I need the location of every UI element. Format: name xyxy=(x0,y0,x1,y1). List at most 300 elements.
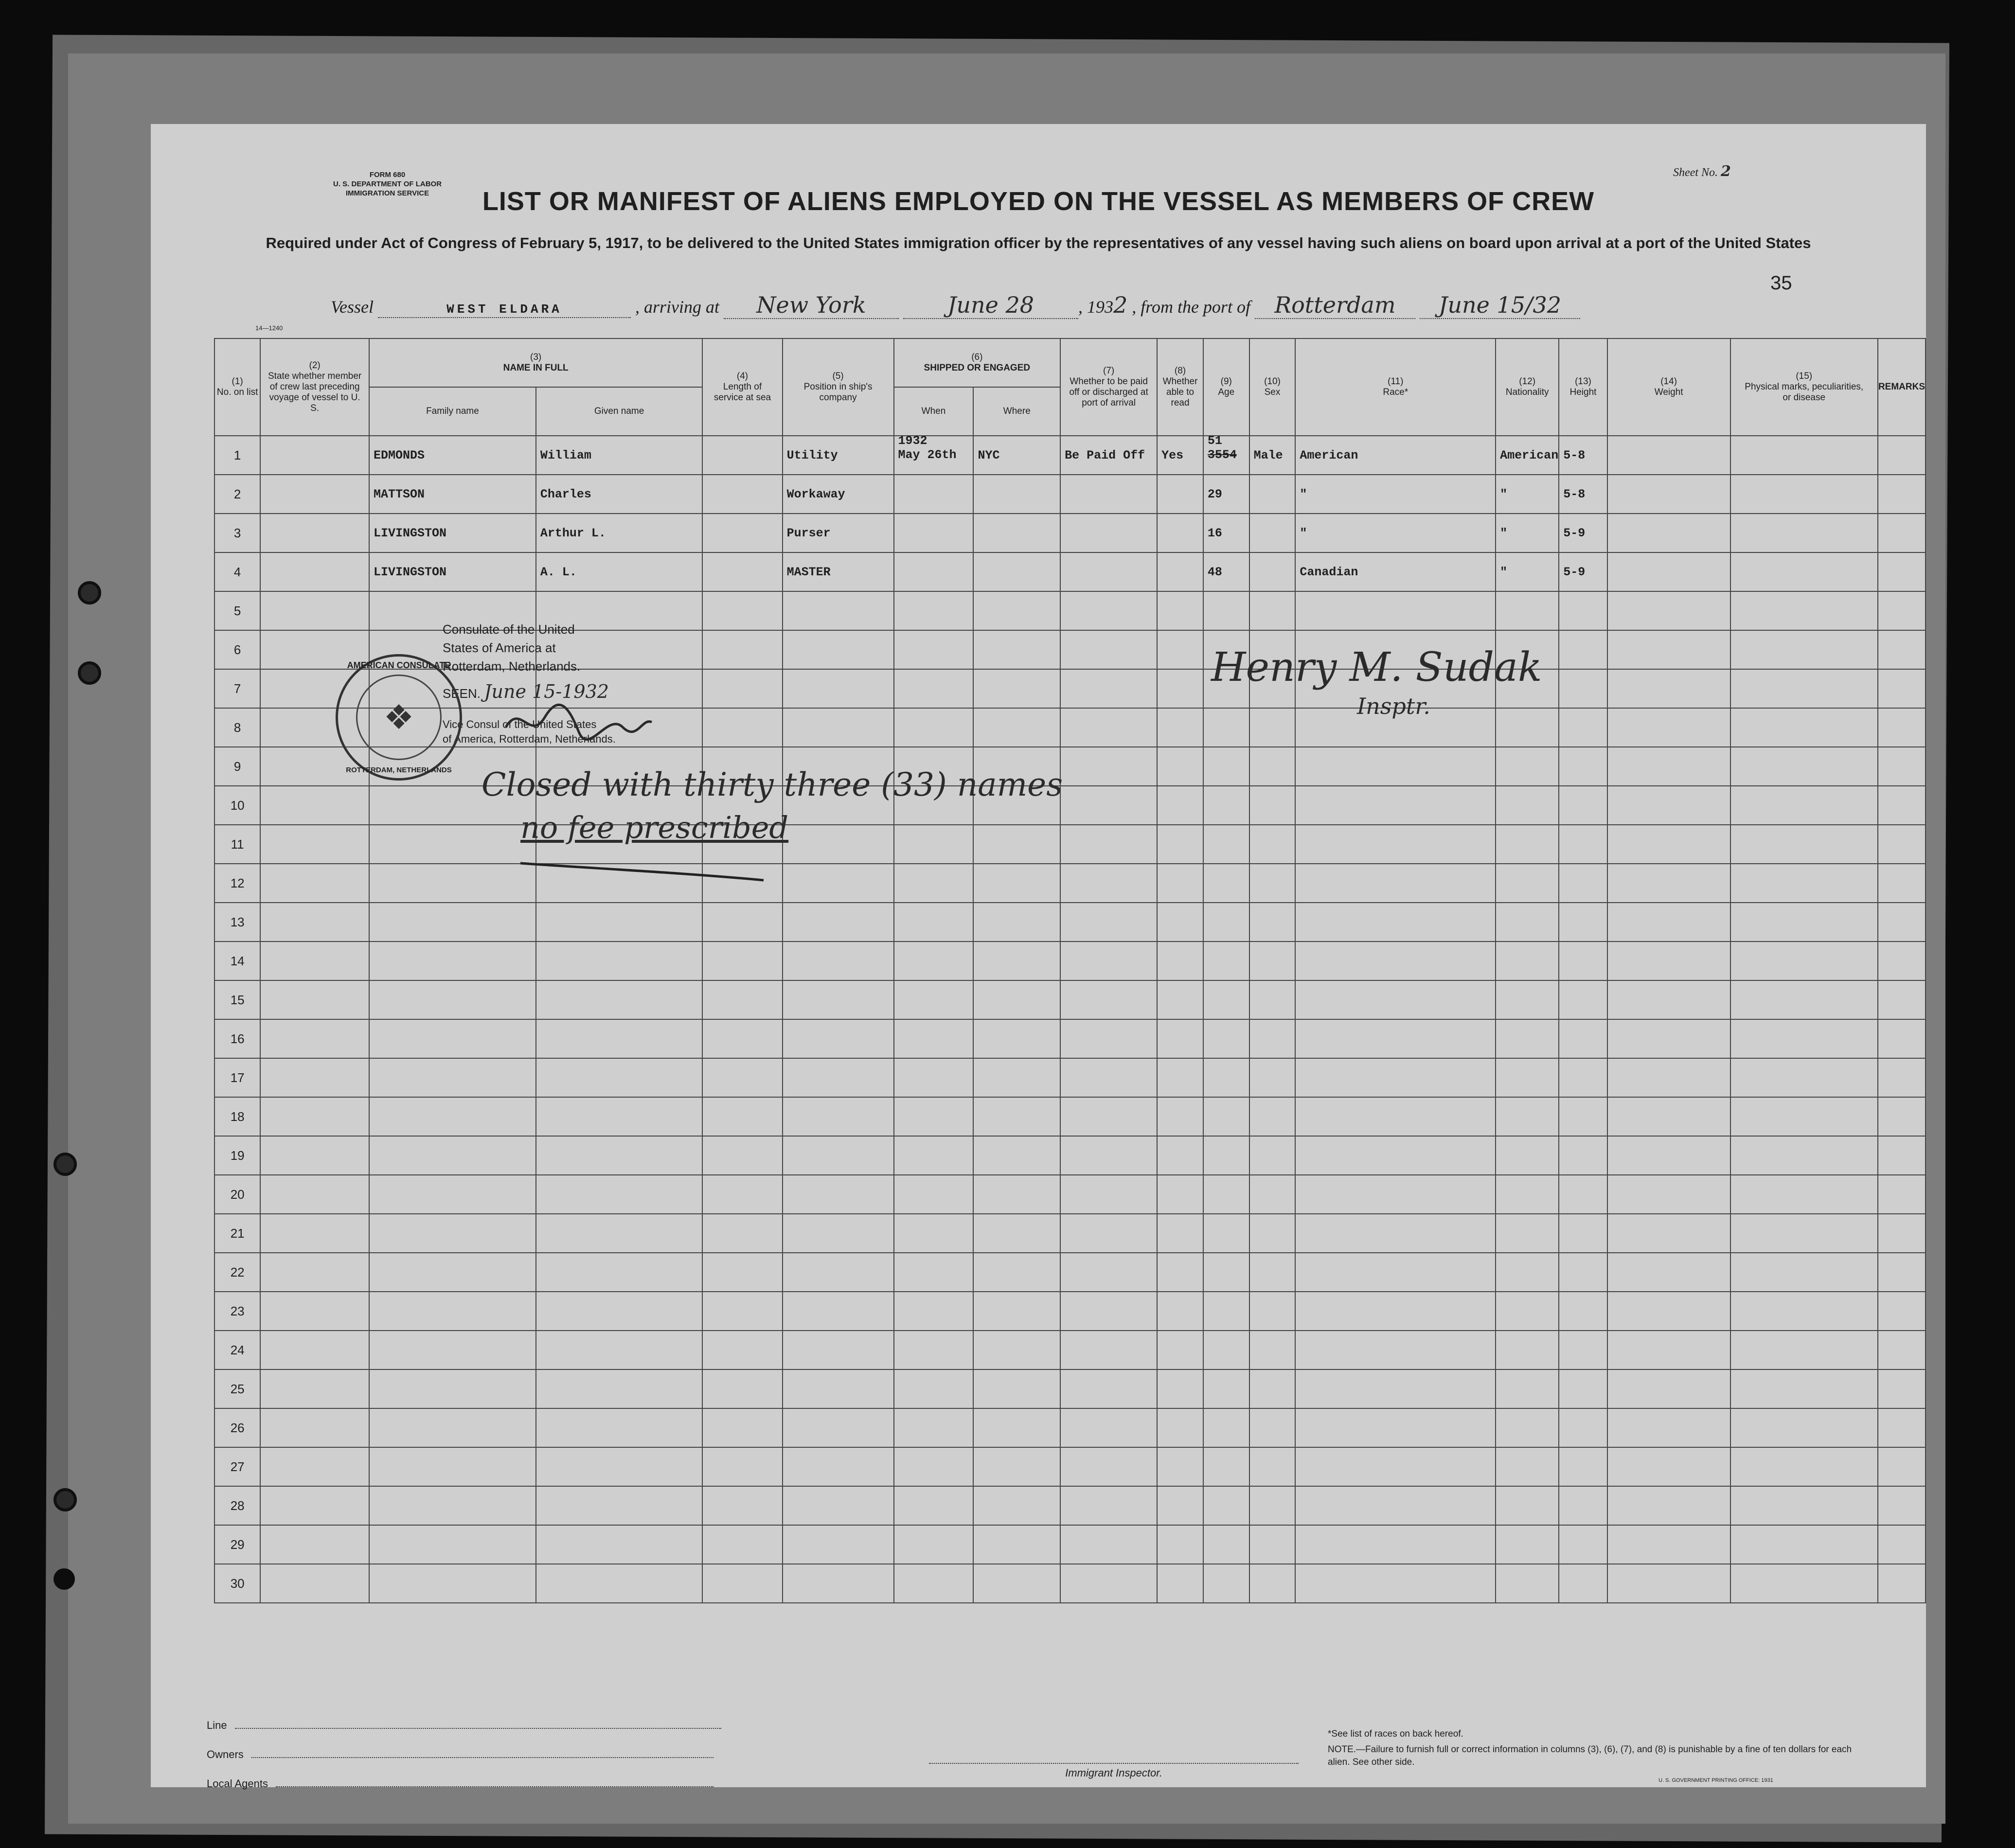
col-read-header xyxy=(1157,338,1203,436)
service-cell xyxy=(702,1175,782,1214)
from-date: June 15/32 xyxy=(1420,292,1580,319)
physical-marks-cell xyxy=(1730,1369,1878,1408)
shipped-where xyxy=(973,864,1060,903)
height xyxy=(1559,1058,1607,1097)
given-name xyxy=(536,1486,702,1525)
able-to-read xyxy=(1157,942,1203,980)
col-label: Whether able to read xyxy=(1162,376,1198,408)
age xyxy=(1203,1292,1249,1331)
row-number: 6 xyxy=(214,630,260,669)
col-name-header xyxy=(369,338,702,387)
nationality xyxy=(1496,864,1559,903)
line-label: Line xyxy=(207,1719,227,1731)
shipped-where xyxy=(973,942,1060,980)
position xyxy=(783,1525,894,1564)
col-no-header xyxy=(214,338,260,436)
position: MASTER xyxy=(783,552,894,591)
year-prefix: , 193 xyxy=(1078,297,1113,317)
row-number: 11 xyxy=(214,825,260,864)
position xyxy=(783,1369,894,1408)
nationality xyxy=(1496,591,1559,630)
race xyxy=(1295,1175,1496,1214)
position xyxy=(783,1331,894,1369)
shipped-when xyxy=(894,864,974,903)
nationality xyxy=(1496,747,1559,786)
row-number: 2 xyxy=(214,475,260,514)
race xyxy=(1295,825,1496,864)
remarks-cell xyxy=(1878,864,1926,903)
table-row xyxy=(214,1136,1926,1175)
age xyxy=(1203,436,1249,475)
table-row xyxy=(214,475,1926,514)
binder-hole xyxy=(53,1153,77,1176)
col-service-header xyxy=(702,338,782,436)
inspector-signature: Henry M. Sudak xyxy=(1211,644,1542,691)
height xyxy=(1559,1253,1607,1292)
shipped-where xyxy=(973,669,1060,708)
last-voyage-cell xyxy=(260,1564,369,1603)
family-name xyxy=(369,1214,536,1253)
col-label: NAME IN FULL xyxy=(503,363,569,373)
row-number: 5 xyxy=(214,591,260,630)
height xyxy=(1559,1408,1607,1447)
arriving-port: New York xyxy=(724,292,899,319)
nationality xyxy=(1496,1136,1559,1175)
nationality xyxy=(1496,708,1559,747)
able-to-read xyxy=(1157,980,1203,1019)
shipped-when xyxy=(894,1253,974,1292)
paid-off xyxy=(1060,1525,1157,1564)
race xyxy=(1295,1292,1496,1331)
physical-marks-cell xyxy=(1730,1175,1878,1214)
service-cell xyxy=(702,1408,782,1447)
nationality xyxy=(1496,980,1559,1019)
weight-cell xyxy=(1607,1058,1730,1097)
paid-off xyxy=(1060,1331,1157,1369)
age: 16 xyxy=(1203,514,1249,552)
service-cell xyxy=(702,1447,782,1486)
able-to-read xyxy=(1157,1058,1203,1097)
paid-off xyxy=(1060,980,1157,1019)
table-row xyxy=(214,786,1926,825)
paid-off xyxy=(1060,1058,1157,1097)
position xyxy=(783,630,894,669)
remarks-cell xyxy=(1878,1253,1926,1292)
physical-marks-cell xyxy=(1730,1097,1878,1136)
service-cell xyxy=(702,1253,782,1292)
last-voyage-cell xyxy=(260,1331,369,1369)
shipped-when xyxy=(894,1331,974,1369)
service-cell xyxy=(702,1058,782,1097)
given-name xyxy=(536,1292,702,1331)
consulate-line: Consulate of the United xyxy=(443,622,575,637)
position xyxy=(783,1175,894,1214)
able-to-read xyxy=(1157,1564,1203,1603)
last-voyage-cell xyxy=(260,1058,369,1097)
age xyxy=(1203,864,1249,903)
nationality xyxy=(1496,903,1559,942)
able-to-read xyxy=(1157,1525,1203,1564)
last-voyage-cell xyxy=(260,1525,369,1564)
col-label: Length of service at sea xyxy=(713,382,771,403)
paid-off xyxy=(1060,669,1157,708)
col-nationality-header xyxy=(1496,338,1559,436)
weight-cell xyxy=(1607,1369,1730,1408)
weight-cell xyxy=(1607,475,1730,514)
printing-office: U. S. GOVERNMENT PRINTING OFFICE: 1931 xyxy=(1658,1777,1773,1783)
able-to-read xyxy=(1157,552,1203,591)
able-to-read xyxy=(1157,786,1203,825)
weight-cell xyxy=(1607,552,1730,591)
weight-cell xyxy=(1607,1253,1730,1292)
able-to-read xyxy=(1157,630,1203,669)
vice-consul-line: of America, Rotterdam, Netherlands. xyxy=(443,733,616,745)
able-to-read xyxy=(1157,591,1203,630)
physical-marks-cell xyxy=(1730,436,1878,475)
race xyxy=(1295,1447,1496,1486)
family-name xyxy=(369,1097,536,1136)
table-row xyxy=(214,1525,1926,1564)
height xyxy=(1559,1486,1607,1525)
table-row xyxy=(214,1447,1926,1486)
remarks-cell xyxy=(1878,1019,1926,1058)
position xyxy=(783,669,894,708)
race xyxy=(1295,1408,1496,1447)
service-cell xyxy=(702,980,782,1019)
footer-agents xyxy=(207,1777,713,1790)
service-cell xyxy=(702,1019,782,1058)
row-number: 27 xyxy=(214,1447,260,1486)
sex xyxy=(1249,942,1296,980)
able-to-read xyxy=(1157,1175,1203,1214)
given-name xyxy=(536,1408,702,1447)
shipped-when xyxy=(894,1175,974,1214)
col-age-header xyxy=(1203,338,1249,436)
age: 48 xyxy=(1203,552,1249,591)
family-name: MATTSON xyxy=(369,475,536,514)
table-row xyxy=(214,942,1926,980)
seal-text: AMERICAN CONSULATE xyxy=(347,660,451,670)
age xyxy=(1203,591,1249,630)
last-voyage-cell xyxy=(260,1214,369,1253)
col-number: (13) xyxy=(1575,376,1591,387)
able-to-read xyxy=(1157,708,1203,747)
given-name: A. L. xyxy=(536,552,702,591)
paid-off xyxy=(1060,552,1157,591)
table-row xyxy=(214,903,1926,942)
height xyxy=(1559,1214,1607,1253)
race xyxy=(1295,1097,1496,1136)
service-cell xyxy=(702,591,782,630)
last-voyage-cell xyxy=(260,552,369,591)
weight-cell xyxy=(1607,786,1730,825)
shipped-where xyxy=(973,1331,1060,1369)
sex xyxy=(1249,1408,1296,1447)
col-when-header: When xyxy=(894,387,974,436)
age xyxy=(1203,1214,1249,1253)
position xyxy=(783,980,894,1019)
shipped-where xyxy=(973,552,1060,591)
paid-off xyxy=(1060,825,1157,864)
shipped-when xyxy=(894,1136,974,1175)
position xyxy=(783,1097,894,1136)
nationality: " xyxy=(1496,475,1559,514)
col-number: (11) xyxy=(1388,376,1404,387)
table-row xyxy=(214,1253,1926,1292)
last-voyage-cell xyxy=(260,591,369,630)
family-name xyxy=(369,864,536,903)
weight-cell xyxy=(1607,1408,1730,1447)
position xyxy=(783,1058,894,1097)
remarks-cell xyxy=(1878,825,1926,864)
given-name xyxy=(536,980,702,1019)
table-row xyxy=(214,1564,1926,1603)
family-name xyxy=(369,1369,536,1408)
height xyxy=(1559,942,1607,980)
age xyxy=(1203,1136,1249,1175)
arriving-label: , arriving at xyxy=(635,297,719,317)
row-number: 28 xyxy=(214,1486,260,1525)
shipped-where xyxy=(973,1408,1060,1447)
footer-owners xyxy=(207,1748,713,1761)
shipped-where xyxy=(973,825,1060,864)
remarks-cell xyxy=(1878,708,1926,747)
remarks-cell xyxy=(1878,591,1926,630)
service-cell xyxy=(702,1097,782,1136)
physical-marks-cell xyxy=(1730,1486,1878,1525)
binder-hole xyxy=(53,1568,75,1590)
weight-cell xyxy=(1607,980,1730,1019)
paid-off xyxy=(1060,1253,1157,1292)
height xyxy=(1559,903,1607,942)
consulate-line: Rotterdam, Netherlands. xyxy=(443,659,581,674)
nationality xyxy=(1496,1175,1559,1214)
able-to-read xyxy=(1157,825,1203,864)
shipped-when xyxy=(894,1486,974,1525)
age xyxy=(1203,1447,1249,1486)
position xyxy=(783,1292,894,1331)
race xyxy=(1295,1564,1496,1603)
given-name xyxy=(536,1369,702,1408)
height xyxy=(1559,1097,1607,1136)
physical-marks-cell xyxy=(1730,1564,1878,1603)
col-label: Age xyxy=(1218,387,1235,397)
age xyxy=(1203,903,1249,942)
weight-cell xyxy=(1607,630,1730,669)
given-name xyxy=(536,1214,702,1253)
paid-off xyxy=(1060,1292,1157,1331)
service-cell xyxy=(702,552,782,591)
paid-off xyxy=(1060,864,1157,903)
vessel-name: WEST ELDARA xyxy=(446,302,562,317)
closing-note-fee: no fee prescribed xyxy=(520,810,789,845)
col-label: Race* xyxy=(1383,387,1409,397)
row-number: 30 xyxy=(214,1564,260,1603)
weight-cell xyxy=(1607,903,1730,942)
shipped-when xyxy=(894,475,974,514)
sex xyxy=(1249,1486,1296,1525)
age xyxy=(1203,1253,1249,1292)
age xyxy=(1203,708,1249,747)
physical-marks-cell xyxy=(1730,475,1878,514)
sheet-number-value: 2 xyxy=(1720,163,1731,180)
remarks-cell xyxy=(1878,1486,1926,1525)
shipped-where xyxy=(973,630,1060,669)
sex xyxy=(1249,1447,1296,1486)
position xyxy=(783,1564,894,1603)
sex xyxy=(1249,1331,1296,1369)
given-name xyxy=(536,1253,702,1292)
row-number: 3 xyxy=(214,514,260,552)
remarks-cell xyxy=(1878,903,1926,942)
race xyxy=(1295,1331,1496,1369)
row-number: 19 xyxy=(214,1136,260,1175)
col-number: (4) xyxy=(736,371,749,381)
height xyxy=(1559,630,1607,669)
age xyxy=(1203,1369,1249,1408)
nationality xyxy=(1496,942,1559,980)
remarks-cell xyxy=(1878,1447,1926,1486)
given-name xyxy=(536,942,702,980)
print-code: 14—1240 xyxy=(255,324,283,332)
height xyxy=(1559,1292,1607,1331)
age xyxy=(1203,942,1249,980)
footer-line xyxy=(207,1719,721,1732)
remarks-cell xyxy=(1878,1564,1926,1603)
given-name xyxy=(536,1175,702,1214)
height xyxy=(1559,1175,1607,1214)
weight-cell xyxy=(1607,1136,1730,1175)
race xyxy=(1295,980,1496,1019)
height xyxy=(1559,1136,1607,1175)
position xyxy=(783,825,894,864)
table-row xyxy=(214,1019,1926,1058)
service-cell xyxy=(702,1214,782,1253)
weight-cell xyxy=(1607,1214,1730,1253)
row-number: 24 xyxy=(214,1331,260,1369)
consulate-seal xyxy=(336,654,462,781)
sex xyxy=(1249,980,1296,1019)
able-to-read xyxy=(1157,1408,1203,1447)
sex xyxy=(1249,591,1296,630)
last-voyage-cell xyxy=(260,1369,369,1408)
col-label: Nationality xyxy=(1505,387,1549,397)
remarks-cell xyxy=(1878,980,1926,1019)
physical-marks-cell xyxy=(1730,786,1878,825)
service-cell xyxy=(702,1136,782,1175)
service-cell xyxy=(702,903,782,942)
shipped-where xyxy=(973,514,1060,552)
able-to-read xyxy=(1157,1486,1203,1525)
weight-cell xyxy=(1607,1019,1730,1058)
race: American xyxy=(1295,436,1496,475)
shipped-where xyxy=(973,1097,1060,1136)
service-cell xyxy=(702,475,782,514)
last-voyage-cell xyxy=(260,436,369,475)
underline-stroke xyxy=(516,853,768,883)
race xyxy=(1295,864,1496,903)
sex xyxy=(1249,903,1296,942)
able-to-read xyxy=(1157,669,1203,708)
given-name xyxy=(536,1331,702,1369)
table-row xyxy=(214,1175,1926,1214)
weight-cell xyxy=(1607,1292,1730,1331)
inspector-title: Insptr. xyxy=(1357,693,1430,719)
family-name xyxy=(369,903,536,942)
paid-off xyxy=(1060,630,1157,669)
height: 5-9 xyxy=(1559,514,1607,552)
crew-table-body xyxy=(214,436,1926,1603)
age xyxy=(1203,786,1249,825)
weight-cell xyxy=(1607,864,1730,903)
family-name xyxy=(369,1408,536,1447)
table-row xyxy=(214,514,1926,552)
table-row xyxy=(214,1214,1926,1253)
agents-label: Local Agents xyxy=(207,1777,268,1790)
sex xyxy=(1249,1253,1296,1292)
eagle-icon: ❖ xyxy=(356,675,442,760)
col-number: (14) xyxy=(1660,376,1677,387)
position xyxy=(783,903,894,942)
col-last-voyage-header xyxy=(260,338,369,436)
table-row xyxy=(214,864,1926,903)
col-label: SHIPPED OR ENGAGED xyxy=(924,363,1031,373)
remarks-cell xyxy=(1878,1136,1926,1175)
binder-hole xyxy=(53,1488,77,1511)
age xyxy=(1203,1019,1249,1058)
paid-off xyxy=(1060,747,1157,786)
position: Purser xyxy=(783,514,894,552)
page-subtitle: Required under Act of Congress of February 5, 1917, to be delivered to the United States immigration officer by the representatives of any vessel having such aliens on board upon arrival at a port of the United States xyxy=(266,234,1811,251)
manifest-sheet xyxy=(151,124,1926,1790)
remarks-cell xyxy=(1878,1408,1926,1447)
able-to-read xyxy=(1157,1019,1203,1058)
age xyxy=(1203,1058,1249,1097)
shipped-when xyxy=(894,1097,974,1136)
physical-marks-cell xyxy=(1730,1408,1878,1447)
sex xyxy=(1249,475,1296,514)
race xyxy=(1295,1369,1496,1408)
position: Workaway xyxy=(783,475,894,514)
family-name xyxy=(369,1331,536,1369)
physical-marks-cell xyxy=(1730,1058,1878,1097)
service-cell xyxy=(702,1564,782,1603)
able-to-read xyxy=(1157,903,1203,942)
last-voyage-cell xyxy=(260,980,369,1019)
last-voyage-cell xyxy=(260,825,369,864)
last-voyage-cell xyxy=(260,786,369,825)
age xyxy=(1203,1564,1249,1603)
last-voyage-cell xyxy=(260,1019,369,1058)
weight-cell xyxy=(1607,514,1730,552)
service-cell xyxy=(702,630,782,669)
sex xyxy=(1249,1292,1296,1331)
paid-off: Be Paid Off xyxy=(1060,436,1157,475)
given-name xyxy=(536,1447,702,1486)
nationality xyxy=(1496,1447,1559,1486)
col-sex-header xyxy=(1249,338,1296,436)
shipped-where xyxy=(973,1214,1060,1253)
nationality: " xyxy=(1496,552,1559,591)
weight-cell xyxy=(1607,1525,1730,1564)
race xyxy=(1295,786,1496,825)
note-races: *See list of races on back hereof. xyxy=(1328,1729,1463,1739)
col-weight-header xyxy=(1607,338,1730,436)
remarks-cell xyxy=(1878,1331,1926,1369)
note-text: NOTE.—Failure to furnish full or correct information in columns (3), (6), (7), and (8) is punishable by a fine of ten dollars for each alien. See other side. xyxy=(1328,1744,1852,1767)
height xyxy=(1559,786,1607,825)
physical-marks-cell xyxy=(1730,1292,1878,1331)
